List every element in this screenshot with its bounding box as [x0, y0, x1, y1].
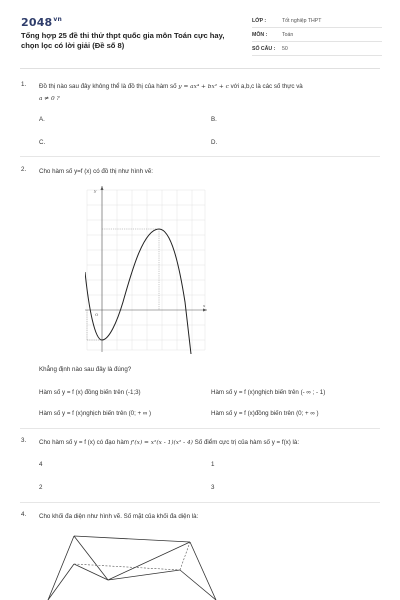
question-text: Đồ thị nào sau đây không thể là đồ thị của hàm số y = ax⁴ + bx² + c với a,b,c là các số thực và a ≠ 0 ?: [39, 83, 303, 102]
meta-row-subject: MÔN : Toán: [252, 28, 382, 42]
helper-lines: [87, 229, 159, 340]
question-number: 3.: [21, 437, 27, 444]
option-b[interactable]: Hàm số y = f (x)nghịch biến trên (- ∞ ; - 1): [211, 389, 326, 396]
question-text: Cho hàm số y = f (x) có đạo hàm f'(x) = x²(x - 1)(x² - 4) Số điểm cực trị của hàm số y = f(x) là:: [39, 439, 300, 446]
formula: y = ax⁴ + bx² + c: [178, 84, 229, 90]
condition: a ≠ 0 ?: [39, 96, 60, 102]
option-d[interactable]: D.: [211, 139, 218, 146]
question-number: 2.: [21, 166, 27, 173]
question-separator: [20, 156, 380, 157]
meta-row-count: SỐ CÂU : 50: [252, 42, 382, 56]
formula: f'(x) = x²(x - 1)(x² - 4): [130, 440, 193, 446]
meta-table: [252, 14, 382, 56]
option-d[interactable]: 3: [211, 484, 215, 491]
option-c[interactable]: C.: [39, 139, 46, 146]
question-text: Cho khối đa diện như hình vẽ. Số mặt của khối đa diện là:: [39, 513, 199, 520]
document-title: Tổng hợp 25 đề thi thử thpt quốc gia môn Toán cực hay, chọn lọc có lời giải (Đề số 8): [21, 31, 225, 50]
question-1: [21, 81, 380, 105]
question-2: [21, 166, 380, 178]
y-axis-label: y: [94, 188, 97, 193]
question-3: [21, 437, 380, 449]
function-graph: [85, 184, 210, 354]
solid-edges: [48, 536, 216, 600]
site-logo[interactable]: $2048^{vn}$: [21, 16, 63, 29]
option-b[interactable]: B.: [211, 116, 217, 123]
option-a[interactable]: Hàm số y = f (x) đồng biến trên (-1;3): [39, 389, 141, 396]
function-curve: [85, 229, 191, 354]
origin-label: O: [95, 312, 99, 317]
question-statement: Khẳng định nào sau đây là đúng?: [39, 366, 132, 373]
header-divider: [20, 68, 380, 69]
question-text: Cho hàm số y=f (x) có đồ thị như hình vẽ:: [39, 168, 154, 175]
y-axis-arrow: [101, 186, 104, 190]
option-a[interactable]: 4: [39, 461, 43, 468]
question-separator: [20, 502, 380, 503]
x-axis-label: x: [203, 303, 206, 308]
option-a[interactable]: A.: [39, 116, 45, 123]
hidden-edges: [74, 542, 190, 570]
page-header: [0, 0, 400, 68]
question-number: 4.: [21, 511, 27, 518]
option-b[interactable]: 1: [211, 461, 215, 468]
option-c[interactable]: 2: [39, 484, 43, 491]
option-d[interactable]: Hàm số y = f (x)đồng biến trên (0; + ∞ ): [211, 410, 319, 417]
question-4: [21, 511, 380, 523]
option-c[interactable]: Hàm số y = f (x)nghịch biến trên (0; + ∞ ): [39, 410, 152, 417]
meta-row-class: LỚP : Tốt nghiệp THPT: [252, 14, 382, 28]
question-number: 1.: [21, 81, 27, 88]
question-separator: [20, 428, 380, 429]
polyhedron-figure: [40, 530, 240, 600]
